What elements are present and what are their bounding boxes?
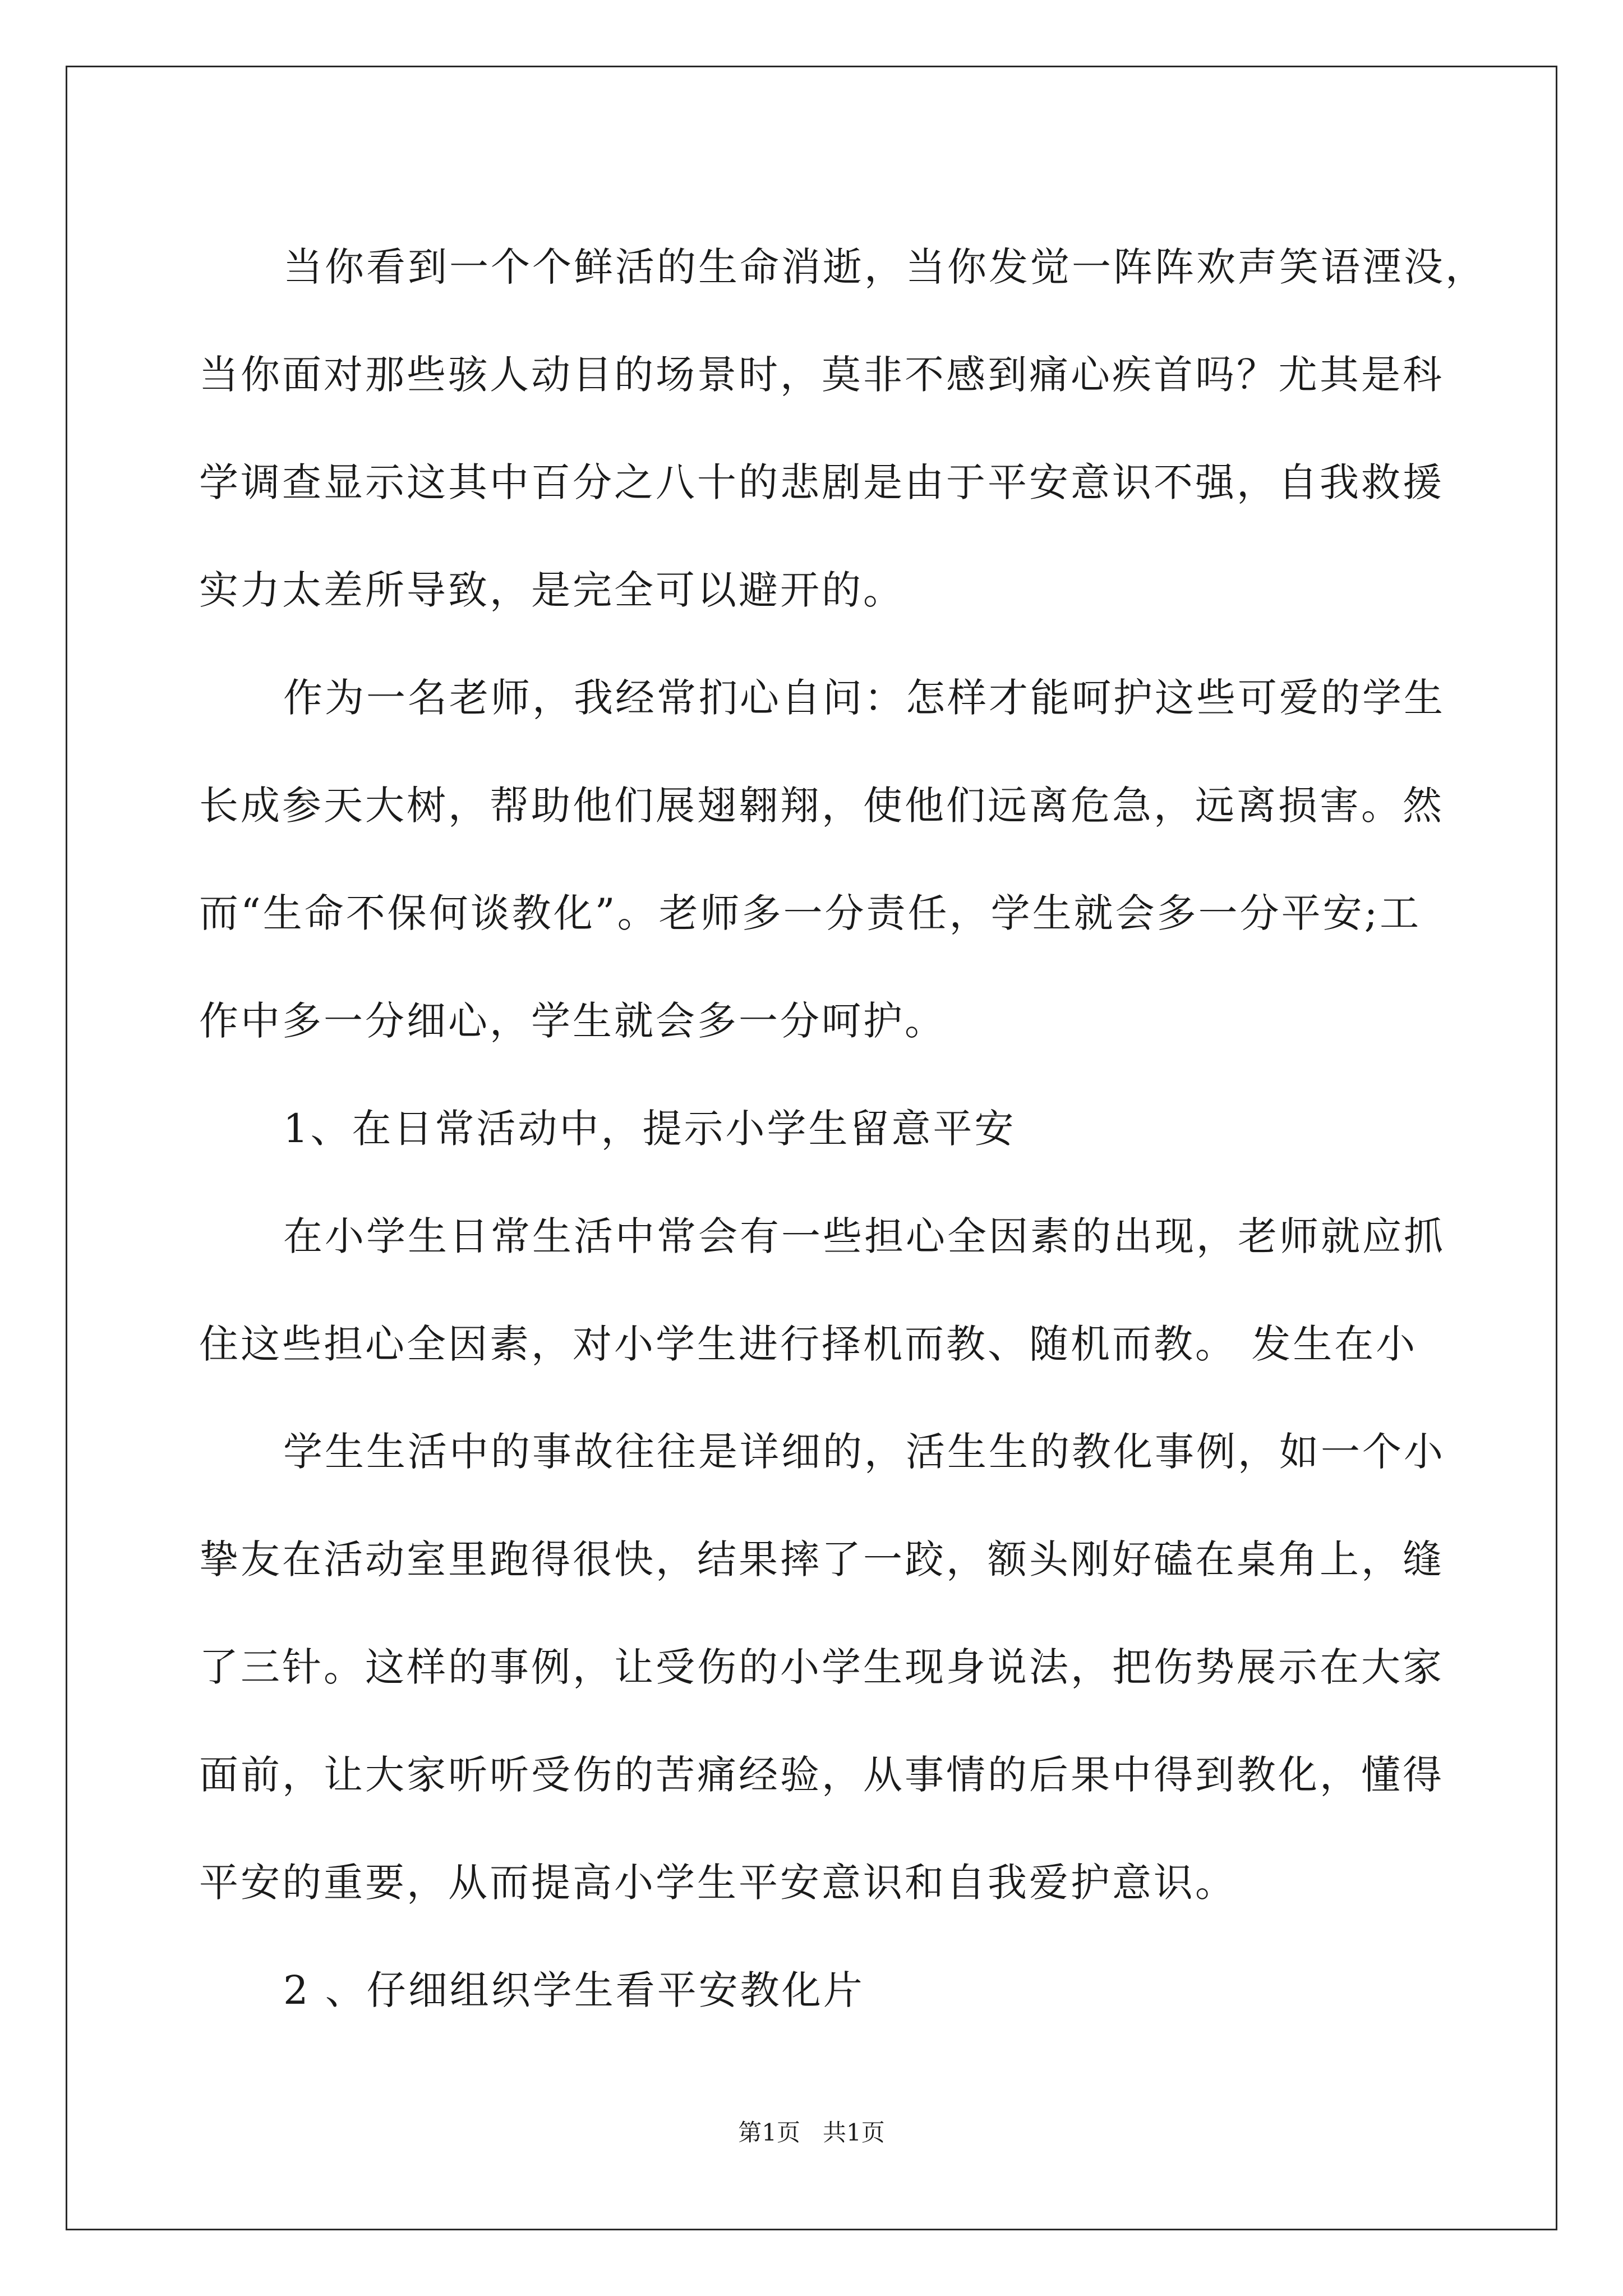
paragraph-1-line-2: 当你面对那些骇人动目的场景时，莫非不感到痛心疾首吗？尤其是科 (199, 352, 1444, 398)
section-heading-1: 1、在日常活动中，提示小学生留意平安 (283, 1106, 1016, 1152)
paragraph-2-line-1: 作为一名老师，我经常扪心自问：怎样才能呵护这些可爱的学生 (283, 675, 1445, 721)
paragraph-4-line-2: 挚友在活动室里跑得很快，结果摔了一跤，额头刚好磕在桌角上，缝 (199, 1536, 1444, 1582)
paragraph-3-line-2: 住这些担心全因素，对小学生进行择机而教、随机而教。 发生在小 (199, 1321, 1418, 1367)
paragraph-2-line-2: 长成参天大树，帮助他们展翅翱翔，使他们远离危急，远离损害。然 (199, 783, 1444, 829)
paragraph-4-line-1: 学生生活中的事故往往是详细的，活生生的教化事例，如一个小 (283, 1429, 1445, 1475)
paragraph-2-line-4: 作中多一分细心，学生就会多一分呵护。 (199, 998, 946, 1044)
paragraph-4-line-5: 平安的重要，从而提高小学生平安意识和自我爱护意识。 (199, 1860, 1237, 1906)
paragraph-1-line-3: 学调查显示这其中百分之八十的悲剧是由于平安意识不强，自我救援 (199, 459, 1444, 505)
page-number: 第1页 共1页 (738, 2119, 885, 2146)
document-body (199, 213, 1487, 2044)
paragraph-3-line-1: 在小学生日常生活中常会有一些担心全因素的出现，老师就应抓 (283, 1213, 1445, 1259)
paragraph-1-line-4: 实力太差所导致，是完全可以避开的。 (199, 567, 905, 613)
paragraph-1-line-1: 当你看到一个个鲜活的生命消逝，当你发觉一阵阵欢声笑语湮没， (283, 244, 1487, 290)
section-heading-2: 2 、仔细组织学生看平安教化片 (283, 1967, 865, 2013)
paragraph-4-line-3: 了三针。这样的事例，让受伤的小学生现身说法，把伤势展示在大家 (199, 1644, 1444, 1690)
paragraph-4-line-4: 面前，让大家听听受伤的苦痛经验，从事情的后果中得到教化，懂得 (199, 1752, 1444, 1798)
paragraph-2-line-3: 而“生命不保何谈教化”。老师多一分责任，学生就会多一分平安;工 (199, 890, 1422, 936)
